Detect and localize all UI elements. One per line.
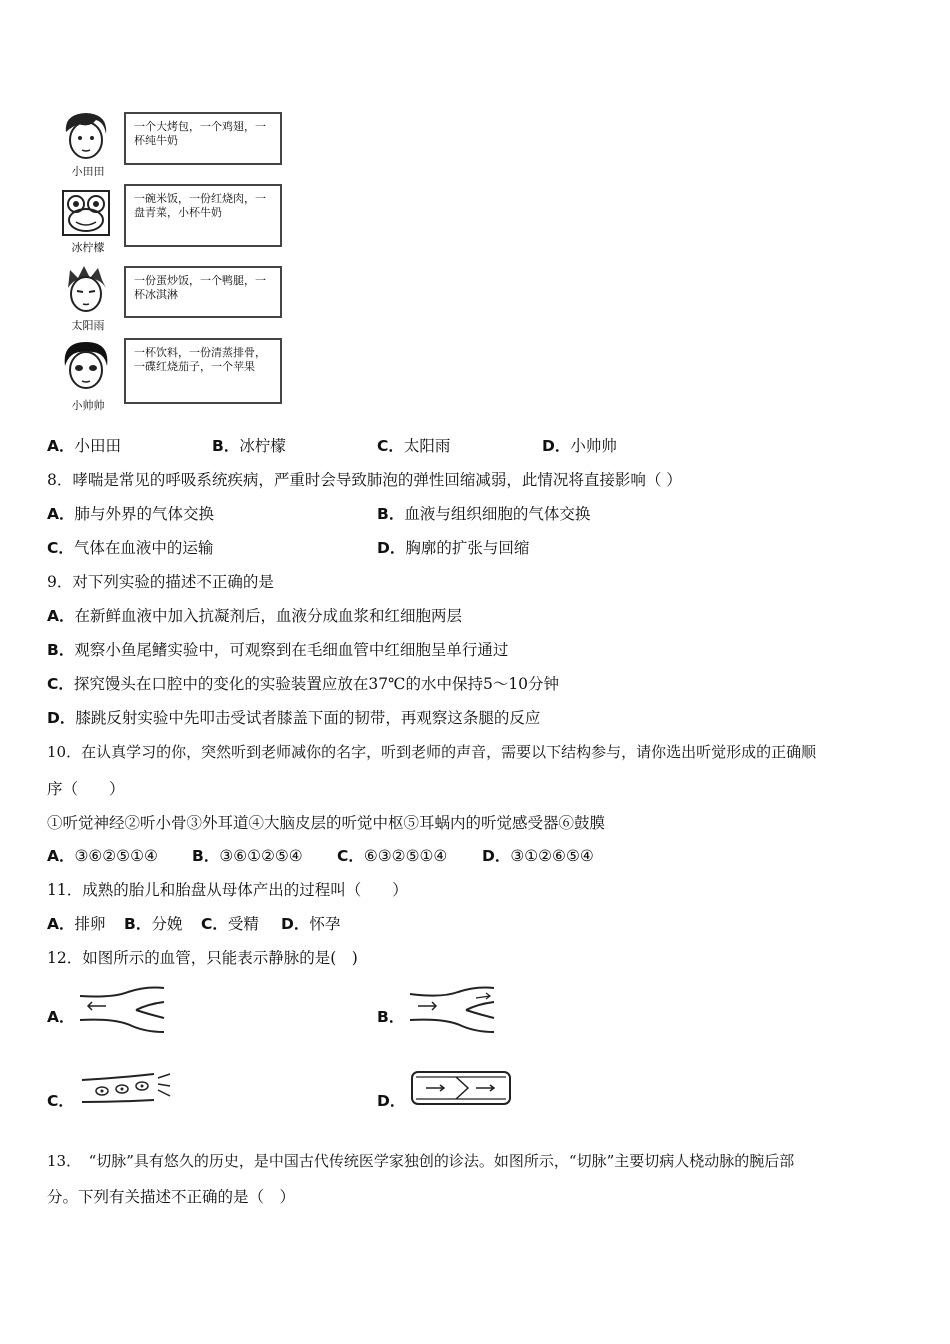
vessel-b-icon (406, 984, 498, 1036)
option-d[interactable]: D．怀孕 (281, 915, 341, 933)
avatar-xiaoshuaishuai-icon (60, 340, 112, 390)
q13-stem-line1: 13． “切脉”具有悠久的历史，是中国古代传统医学家独创的诊法。如图所示，“切脉”主要切病人桡动脉的腕后部 (47, 1152, 795, 1170)
option-b[interactable]: B．③⑥①②⑤④ (192, 847, 303, 865)
option-b[interactable]: B．分娩 (124, 915, 183, 933)
option-a[interactable]: A．小田田 (47, 437, 122, 455)
option-a[interactable]: A．排卵 (47, 915, 106, 933)
option-d-label[interactable]: D． (377, 1092, 406, 1110)
menu-text: 一份蛋炒饭，一个鸭腿，一杯冰淇淋 (134, 274, 266, 301)
option-c-label[interactable]: C． (47, 1092, 74, 1110)
avatar-name: 小帅帅 (71, 399, 105, 412)
option-b[interactable]: B．冰柠檬 (212, 437, 286, 455)
vessel-d-icon (410, 1068, 514, 1108)
option-c[interactable]: C．⑥③②⑤①④ (337, 847, 448, 865)
option-a-label[interactable]: A． (47, 1008, 75, 1026)
menu-box (124, 112, 282, 165)
avatar-taiyangyu-icon (60, 264, 112, 314)
vessel-a-icon (76, 984, 168, 1036)
q13-stem-line2: 分。下列有关描述不正确的是（ ） (47, 1188, 296, 1206)
option-c[interactable]: C．受精 (201, 915, 259, 933)
option-a[interactable]: A．肺与外界的气体交换 (47, 505, 215, 523)
option-c[interactable]: C．探究馒头在口腔中的变化的实验装置应放在37℃的水中保持5～10分钟 (47, 675, 560, 693)
option-d[interactable]: D．膝跳反射实验中先叩击受试者膝盖下面的韧带，再观察这条腿的反应 (47, 709, 541, 727)
option-d[interactable]: D．小帅帅 (542, 437, 617, 455)
avatar-binningmeng-icon (60, 188, 112, 238)
menu-box (124, 266, 282, 318)
menu-box (124, 184, 282, 247)
avatar-name: 冰柠檬 (71, 241, 105, 254)
q9-stem: 9．对下列实验的描述不正确的是 (47, 573, 274, 591)
option-c[interactable]: C．气体在血液中的运输 (47, 539, 214, 557)
option-d[interactable]: D．③①②⑥⑤④ (482, 847, 594, 865)
q10-stem-line1: 10．在认真学习的你，突然听到老师减你的名字，听到老师的声音，需要以下结构参与，请你选出听觉形成的正确顺 (47, 743, 817, 761)
menu-text: 一碗米饭，一份红烧肉，一盘青菜，小杯牛奶 (134, 192, 266, 219)
menu-text: 一个大烤包，一个鸡翅，一杯纯牛奶 (134, 120, 266, 147)
option-b-label[interactable]: B． (377, 1008, 405, 1026)
menu-box (124, 338, 282, 404)
q10-items: ①听觉神经②听小骨③外耳道④大脑皮层的听觉中枢⑤耳蜗内的听觉感受器⑥鼓膜 (47, 814, 606, 832)
avatar-xiaotiantian-icon (60, 110, 112, 160)
q11-stem: 11．成熟的胎儿和胎盘从母体产出的过程叫（ ） (47, 881, 408, 899)
q10-stem-line2: 序（ ） (47, 780, 125, 798)
vessel-c-icon (78, 1072, 174, 1108)
option-d[interactable]: D．胸廓的扩张与回缩 (377, 539, 530, 557)
option-a[interactable]: A．在新鲜血液中加入抗凝剂后，血液分成血浆和红细胞两层 (47, 607, 463, 625)
menu-text: 一杯饮料，一份清蒸排骨，一碟红烧茄子，一个苹果 (134, 346, 266, 373)
option-a[interactable]: A．③⑥②⑤①④ (47, 847, 158, 865)
q12-stem: 12．如图所示的血管，只能表示静脉的是( ) (47, 949, 358, 967)
option-b[interactable]: B．观察小鱼尾鳍实验中，可观察到在毛细血管中红细胞呈单行通过 (47, 641, 509, 659)
avatar-name: 太阳雨 (71, 319, 105, 332)
option-b[interactable]: B．血液与组织细胞的气体交换 (377, 505, 591, 523)
avatar-name: 小田田 (71, 165, 105, 178)
option-c[interactable]: C．太阳雨 (377, 437, 451, 455)
q8-stem: 8．哮喘是常见的呼吸系统疾病，严重时会导致肺泡的弹性回缩减弱，此情况将直接影响（ ） (47, 471, 682, 489)
